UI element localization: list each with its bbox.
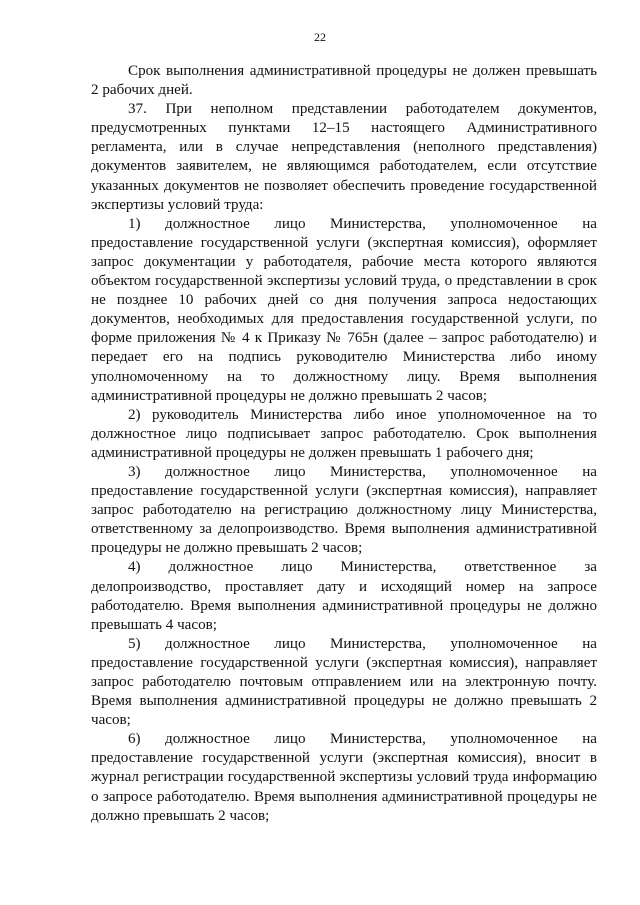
page-number: 22 — [314, 30, 326, 44]
paragraph-subitem-6: 6) должностное лицо Министерства, уполномоченное на предоставление государственной услуги (экспертная комиссия), вносит в журнал регистрации государственной экспертизы условий труда информацию о запросе работодателю. Время выполнения административной процедуры не должно превышать 2 часов; — [91, 731, 597, 824]
paragraph-subitem-1: 1) должностное лицо Министерства, уполномоченное на предоставление государственной услуги (экспертная комиссия), оформляет запрос документации у работодателя, рабочие места которого являются объектом государственной экспертизы условий труда, о представлении в срок не позднее 10 рабочих дней со дня получения запроса недостающих документов, необходимых для предоставления государственной услуги, по форме приложения № 4 к Приказу № 765н (далее – запрос работодателю) и передает его на подпись руководителю Министерства либо иному уполномоченному на то должностному лицу. Время выполнения административной процедуры не должно превышать 2 часов; — [91, 215, 597, 404]
paragraph-subitem-2: 2) руководитель Министерства либо иное уполномоченное на то должностное лицо подписывает запрос работодателю. Срок выполнения административной процедуры не должен превышать 1 рабочего дня; — [91, 406, 597, 461]
paragraph-term: Срок выполнения административной процедуры не должен превышать 2 рабочих дней. — [91, 63, 597, 99]
paragraph-item-37: 37. При неполном представлении работодателем документов, предусмотренных пунктами 12–15 настоящего Административного регламента, или в случае непредставления (неполного представления) документов заявителем, не являющимся работодателем, если отсутствие указанных документов не позволяет обеспечить проведение государственной экспертизы условий труда: — [91, 101, 597, 213]
paragraph-subitem-4: 4) должностное лицо Министерства, ответственное за делопроизводство, проставляет дату и исходящий номер на запросе работодателю. Время выполнения административной процедуры не должно превышать 4 часов; — [91, 559, 597, 633]
paragraph-subitem-3: 3) должностное лицо Министерства, уполномоченное на предоставление государственной услуги (экспертная комиссия), направляет запрос работодателю на регистрацию должностному лицу Министерства, ответственному за делопроизводство. Время выполнения административной процедуры не должно превышать 2 часов; — [91, 463, 597, 557]
document-body — [91, 62, 597, 826]
paragraph-subitem-5: 5) должностное лицо Министерства, уполномоченное на предоставление государственной услуги (экспертная комиссия), направляет запрос работодателю почтовым отправлением или на электронную почту. Время выполнения административной процедуры не должно превышать 2 часов; — [91, 635, 597, 729]
